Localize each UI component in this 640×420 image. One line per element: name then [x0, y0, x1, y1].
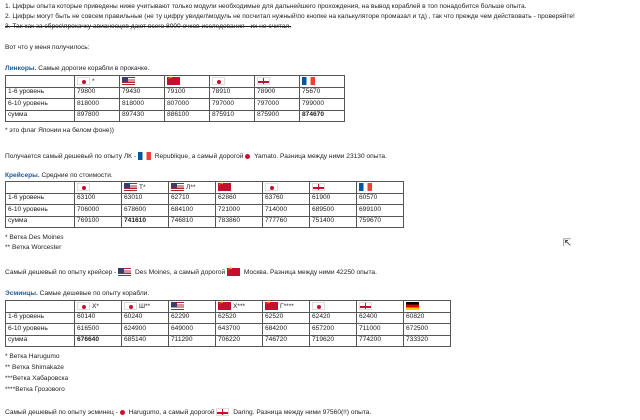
battleships-conclusion: Получается самый дешевый по опыту ЛК - Republique, а самый дорогой Yamato. Разница между ними 23130 опыта.	[5, 152, 387, 160]
table-row	[6, 193, 404, 205]
row-label: сумма	[6, 110, 75, 122]
jp-flag-icon	[312, 302, 325, 310]
table-cell: 62420	[310, 312, 357, 324]
intro-line-2: 2. Цифры могут быть не совсем правильные (не ту цифру увидел\модуль не посчитал нужный\по кнопке на калькуляторе промазал и тд) , так что прежде чем действовать - проверяйте!	[5, 13, 575, 20]
table-cell: 78900	[255, 87, 300, 99]
uk-flag-icon	[359, 302, 372, 310]
table-cell: 643700	[216, 324, 263, 336]
header-cell	[75, 301, 122, 313]
table-header-row	[6, 301, 451, 313]
header-cell	[165, 76, 210, 88]
header-cell	[263, 301, 310, 313]
table-cell: 63760	[263, 193, 310, 205]
table-cell: 746720	[263, 335, 310, 347]
su-flag-icon	[218, 183, 231, 191]
header-cell	[263, 182, 310, 194]
header-cell	[169, 182, 216, 194]
table-row	[6, 216, 404, 228]
table-cell: 678600	[122, 205, 169, 217]
destroyers-note-3: ***Ветка Хабаровска	[5, 375, 69, 382]
header-cell	[122, 301, 169, 313]
table-cell: 60240	[122, 312, 169, 324]
header-blank-cell	[6, 301, 75, 313]
jp-flag-icon	[77, 302, 90, 310]
table-cell: 649000	[169, 324, 216, 336]
destroyers-note-2: ** Ветка Shimakaze	[5, 364, 64, 371]
table-cell: 807000	[165, 99, 210, 111]
destroyers-note-1: * Ветка Harugumo	[5, 353, 60, 360]
cruisers-note-1: * Ветка Des Moines	[5, 234, 64, 241]
table-cell: 624900	[122, 324, 169, 336]
battleships-note: * это флаг Японии на белом фоне))	[5, 127, 114, 134]
table-row	[6, 110, 345, 122]
table-header-row	[6, 76, 345, 88]
row-label: 6-10 уровень	[6, 324, 75, 336]
table-cell: 685140	[122, 335, 169, 347]
table-cell: 783860	[216, 216, 263, 228]
table-cell: 62290	[169, 312, 216, 324]
table-cell: 689500	[310, 205, 357, 217]
table-row	[6, 335, 451, 347]
summary-line: Вот что у меня получилось:	[5, 44, 90, 51]
fr-flag-icon	[359, 183, 372, 191]
table-cell: 714000	[263, 205, 310, 217]
table-cell: 75670	[300, 87, 345, 99]
intro-line-1: 1. Цифры опыта которые приведены ниже учитывают только модули необходимые для дальнейшего прохождения, на вывод кораблей в топ понадобится больше опыта.	[5, 3, 527, 10]
su-flag-icon	[218, 302, 231, 310]
destroyers-table	[5, 300, 451, 347]
header-label: Г****	[280, 302, 294, 310]
jp-flag-icon	[77, 77, 90, 85]
us-flag-icon	[171, 183, 184, 191]
table-cell: 759670	[357, 216, 404, 228]
table-cell: 875910	[210, 110, 255, 122]
header-cell	[255, 76, 300, 88]
jp-flag-icon	[77, 183, 90, 191]
header-cell	[210, 76, 255, 88]
table-cell: 777760	[263, 216, 310, 228]
table-cell: 62520	[216, 312, 263, 324]
table-cell: 60570	[357, 193, 404, 205]
table-cell: 684200	[263, 324, 310, 336]
table-cell: 61900	[310, 193, 357, 205]
table-cell: 60140	[75, 312, 122, 324]
header-cell	[300, 76, 345, 88]
uk-flag-icon	[312, 183, 325, 191]
table-cell: 733320	[404, 335, 451, 347]
de-flag-icon	[406, 302, 419, 310]
table-cell: 719620	[310, 335, 357, 347]
table-cell: 874670	[300, 110, 345, 122]
table-cell: 63100	[75, 193, 122, 205]
table-row	[6, 324, 451, 336]
table-cell: 711290	[169, 335, 216, 347]
su-flag-icon	[167, 77, 180, 85]
table-cell: 699100	[357, 205, 404, 217]
cruisers-table	[5, 181, 404, 228]
header-cell	[216, 301, 263, 313]
destroyers-conclusion: Самый дешевый по опыту эсминец - Harugumo, а самый дорогой Daring. Разница между ними 97560(!!) опыта.	[5, 408, 372, 416]
table-cell: 78910	[210, 87, 255, 99]
cruisers-conclusion: Самый дешевый по опыту крейсер - Des Moines, а самый дорогой ☭ Москва. Разница между ними 42250 опыта.	[5, 268, 377, 276]
table-cell: 706000	[75, 205, 122, 217]
table-cell: 751400	[310, 216, 357, 228]
table-row	[6, 312, 451, 324]
header-label: Х***	[233, 302, 246, 310]
fr-flag-icon	[302, 77, 315, 85]
jp-flag-icon	[265, 183, 278, 191]
battleships-table	[5, 75, 345, 122]
table-cell: 79430	[120, 87, 165, 99]
mouse-cursor-icon: ⇱	[563, 238, 572, 249]
header-blank-cell	[6, 76, 75, 88]
header-label: Ш**	[139, 302, 151, 310]
row-label: 1-6 уровень	[6, 193, 75, 205]
us-flag-icon	[118, 268, 131, 276]
table-cell: 818000	[120, 99, 165, 111]
table-cell: 746810	[169, 216, 216, 228]
header-label: Х*	[92, 302, 99, 310]
header-cell	[122, 182, 169, 194]
table-cell: 774200	[357, 335, 404, 347]
header-cell	[75, 76, 120, 88]
header-label: *	[92, 77, 95, 85]
cruisers-heading: Крейсеры. Средние по стоимости.	[5, 172, 113, 179]
table-cell: 672500	[404, 324, 451, 336]
header-cell	[404, 301, 451, 313]
header-cell	[310, 301, 357, 313]
table-cell: 62860	[216, 193, 263, 205]
su-flag-icon	[227, 268, 240, 276]
table-cell: 62710	[169, 193, 216, 205]
header-label: Л**	[186, 183, 196, 191]
table-cell: 797000	[255, 99, 300, 111]
table-cell: 799000	[300, 99, 345, 111]
header-cell	[169, 301, 216, 313]
table-cell: 657200	[310, 324, 357, 336]
header-cell	[310, 182, 357, 194]
us-flag-icon	[122, 77, 135, 85]
fr-flag-icon	[138, 152, 151, 160]
table-cell: 79100	[165, 87, 210, 99]
row-label: сумма	[6, 335, 75, 347]
jp-flag-icon	[245, 154, 250, 159]
table-cell: 616500	[75, 324, 122, 336]
table-cell: 797000	[210, 99, 255, 111]
table-row	[6, 87, 345, 99]
header-cell	[357, 301, 404, 313]
row-label: 1-6 уровень	[6, 312, 75, 324]
row-label: 6-10 уровень	[6, 205, 75, 217]
uk-flag-icon	[257, 77, 270, 85]
table-cell: 79800	[75, 87, 120, 99]
header-cell	[357, 182, 404, 194]
table-cell: 769100	[75, 216, 122, 228]
table-row	[6, 99, 345, 111]
table-cell: 875900	[255, 110, 300, 122]
table-cell: 711000	[357, 324, 404, 336]
header-label: Т*	[139, 183, 146, 191]
us-flag-icon	[171, 302, 184, 310]
table-cell: 62400	[357, 312, 404, 324]
table-cell: 897430	[120, 110, 165, 122]
table-cell: 741610	[122, 216, 169, 228]
table-cell: 684100	[169, 205, 216, 217]
header-cell	[75, 182, 122, 194]
jp-flag-icon	[212, 77, 225, 85]
table-cell: 62520	[263, 312, 310, 324]
cruisers-note-2: ** Ветка Worcester	[5, 244, 62, 251]
header-blank-cell	[6, 182, 75, 194]
jp-flag-icon	[124, 302, 137, 310]
table-cell: 886100	[165, 110, 210, 122]
table-cell: 676640	[75, 335, 122, 347]
table-cell: 60820	[404, 312, 451, 324]
table-row	[6, 205, 404, 217]
header-cell	[120, 76, 165, 88]
table-cell: 706220	[216, 335, 263, 347]
us-flag-icon	[124, 183, 137, 191]
table-header-row	[6, 182, 404, 194]
battleships-heading: Линкоры. Самые дорогие корабли в прокачке.	[5, 65, 150, 72]
row-label: сумма	[6, 216, 75, 228]
row-label: 6-10 уровень	[6, 99, 75, 111]
table-cell: 721000	[216, 205, 263, 217]
intro-line-3: 3. Так как за сброс\прокачку авианосцев дают всего 8000 очков исследования - их не считал.	[5, 23, 292, 30]
destroyers-note-4: ****Ветка Грозового	[5, 386, 65, 393]
table-cell: 63010	[122, 193, 169, 205]
jp-flag-icon	[120, 410, 125, 415]
table-cell: 897800	[75, 110, 120, 122]
row-label: 1-6 уровень	[6, 87, 75, 99]
table-cell: 818000	[75, 99, 120, 111]
destroyers-heading: Эсминцы. Самые дешевые по опыту корабли.	[5, 290, 150, 297]
su-flag-icon	[265, 302, 278, 310]
header-cell	[216, 182, 263, 194]
uk-flag-icon	[216, 408, 229, 416]
